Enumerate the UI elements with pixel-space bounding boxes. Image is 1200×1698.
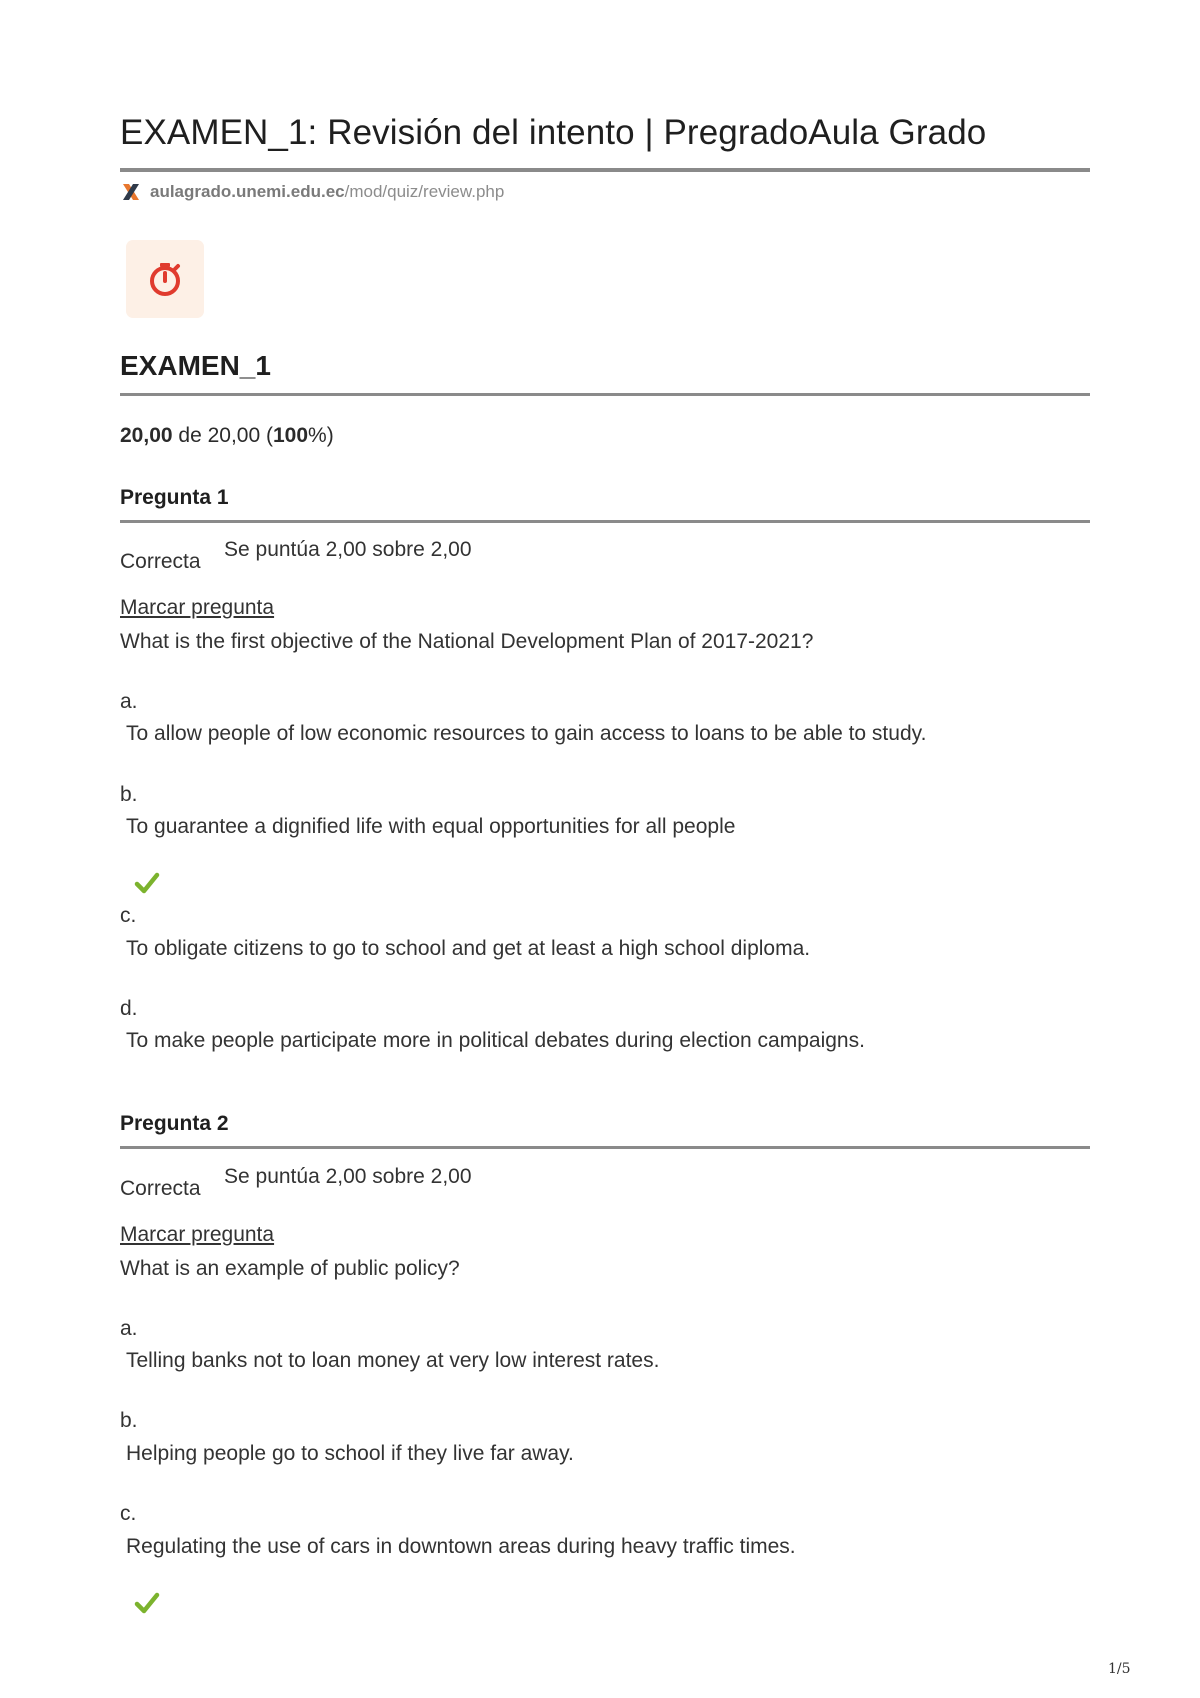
question-1-option-c-letter[interactable]: c. [120, 904, 137, 927]
question-2-option-b-letter[interactable]: b. [120, 1409, 138, 1432]
question-2-divider [120, 1146, 1090, 1149]
url-domain[interactable]: aulagrado.unemi.edu.ec [150, 182, 345, 201]
question-1-text: What is the first objective of the National Development Plan of 2017-2021? [120, 630, 814, 653]
question-1-option-a-letter[interactable]: a. [120, 690, 138, 713]
page-number: 1/5 [1108, 1661, 1131, 1677]
document-title: EXAMEN_1: Revisión del intento | PregradoAula Grado [120, 113, 987, 152]
question-1-option-b-text[interactable]: To guarantee a dignified life with equal opportunities for all people [126, 815, 736, 838]
question-2-grade: Se puntúa 2,00 sobre 2,00 [224, 1165, 472, 1188]
question-1-flag-link[interactable]: Marcar pregunta [120, 596, 275, 619]
question-1-option-d-text[interactable]: To make people participate more in political debates during election campaigns. [126, 1029, 865, 1052]
question-1-divider [120, 520, 1090, 523]
question-1-heading: Pregunta 1 [120, 486, 229, 509]
question-1-option-c-text[interactable]: To obligate citizens to go to school and get at least a high school diploma. [126, 937, 811, 960]
question-1-status: Correcta [120, 550, 201, 573]
question-1-option-d-letter[interactable]: d. [120, 997, 138, 1020]
grade-suffix: %) [308, 424, 334, 447]
source-url[interactable] [120, 180, 504, 204]
stopwatch-icon [145, 259, 185, 299]
site-logo-icon [120, 181, 142, 203]
quiz-name: EXAMEN_1 [120, 350, 271, 381]
question-2-option-c-letter[interactable]: c. [120, 1502, 137, 1525]
title-divider [120, 168, 1090, 172]
question-2-flag-link[interactable]: Marcar pregunta [120, 1223, 275, 1246]
quiz-activity-icon [126, 240, 204, 318]
question-2-heading: Pregunta 2 [120, 1112, 229, 1135]
check-icon [134, 871, 160, 895]
question-2-option-a-text[interactable]: Telling banks not to loan money at very low interest rates. [126, 1349, 660, 1372]
question-2-option-a-letter[interactable]: a. [120, 1317, 138, 1340]
quiz-divider [120, 393, 1090, 396]
question-2-option-b-text[interactable]: Helping people go to school if they live far away. [126, 1442, 574, 1465]
grade-of: de 20,00 ( [172, 424, 273, 447]
url-path[interactable]: /mod/quiz/review.php [344, 182, 505, 201]
grade-score: 20,00 [120, 424, 173, 447]
question-1-option-b-letter[interactable]: b. [120, 783, 138, 806]
question-1-grade: Se puntúa 2,00 sobre 2,00 [224, 538, 472, 561]
question-1-option-a-text[interactable]: To allow people of low economic resources to gain access to loans to be able to study. [126, 722, 927, 745]
overall-grade [120, 424, 334, 448]
grade-percent: 100 [272, 424, 309, 447]
check-icon [134, 1591, 160, 1615]
question-2-option-c-text[interactable]: Regulating the use of cars in downtown areas during heavy traffic times. [126, 1535, 796, 1558]
question-2-status: Correcta [120, 1177, 201, 1200]
question-2-text: What is an example of public policy? [120, 1257, 460, 1280]
